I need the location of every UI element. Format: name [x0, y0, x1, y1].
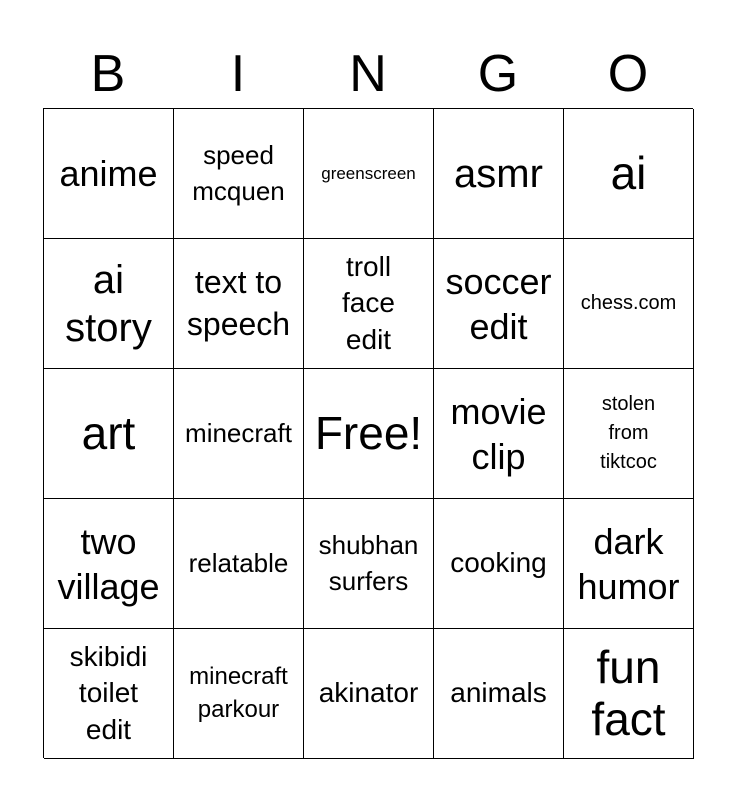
- header-letter-n: N: [349, 45, 387, 103]
- bingo-cell[interactable]: [304, 239, 434, 369]
- cell-label: ai: [610, 146, 647, 199]
- bingo-cell[interactable]: [564, 629, 694, 759]
- bingo-cell[interactable]: [304, 109, 434, 239]
- bingo-cell[interactable]: [44, 239, 174, 369]
- cell-label: movie clip: [450, 390, 547, 477]
- cell-label: relatable: [188, 547, 289, 578]
- bingo-cell[interactable]: [44, 369, 174, 499]
- bingo-cell[interactable]: [304, 629, 434, 759]
- cell-label: ai story: [65, 257, 152, 350]
- header-letter-g: G: [477, 45, 519, 103]
- cell-label: troll face edit: [342, 250, 395, 355]
- bingo-cell[interactable]: [564, 109, 694, 239]
- header-letter-b: B: [90, 45, 126, 103]
- cell-label: cooking: [450, 547, 547, 579]
- bingo-cell[interactable]: [44, 629, 174, 759]
- free-space[interactable]: [304, 369, 434, 499]
- bingo-cell[interactable]: [304, 499, 434, 629]
- bingo-cell[interactable]: [174, 369, 304, 499]
- bingo-cell[interactable]: [434, 109, 564, 239]
- cell-label: soccer edit: [445, 260, 552, 347]
- bingo-cell[interactable]: [44, 499, 174, 629]
- bingo-board: [43, 108, 693, 758]
- bingo-cell[interactable]: [564, 239, 694, 369]
- bingo-cell[interactable]: [44, 109, 174, 239]
- cell-label: Free!: [314, 406, 423, 459]
- cell-label: speed mcquen: [192, 140, 285, 206]
- cell-label: minecraft: [185, 417, 292, 448]
- bingo-header: [43, 40, 693, 108]
- cell-label: animals: [450, 677, 547, 709]
- bingo-cell[interactable]: [174, 109, 304, 239]
- cell-label: text to speech: [186, 263, 291, 342]
- cell-label: shubhan surfers: [318, 530, 419, 596]
- cell-label: greenscreen: [321, 163, 416, 183]
- header-letter-i: I: [230, 45, 246, 103]
- cell-label: stolen from tiktcoc: [600, 393, 657, 473]
- bingo-cell[interactable]: [434, 369, 564, 499]
- cell-label: two village: [57, 520, 160, 607]
- cell-label: chess.com: [580, 292, 677, 314]
- bingo-cell[interactable]: [564, 369, 694, 499]
- bingo-cell[interactable]: [434, 499, 564, 629]
- cell-label: minecraft parkour: [189, 663, 288, 723]
- bingo-cell[interactable]: [174, 629, 304, 759]
- cell-label: fun fact: [591, 640, 666, 745]
- cell-label: anime: [59, 153, 158, 194]
- bingo-cell[interactable]: [174, 499, 304, 629]
- bingo-cell[interactable]: [174, 239, 304, 369]
- header-letter-o: O: [607, 45, 649, 103]
- bingo-cell[interactable]: [434, 239, 564, 369]
- bingo-cell[interactable]: [564, 499, 694, 629]
- cell-label: asmr: [454, 151, 543, 196]
- cell-label: dark humor: [577, 520, 680, 607]
- cell-label: art: [81, 406, 136, 459]
- bingo-cell[interactable]: [434, 629, 564, 759]
- cell-label: akinator: [318, 677, 419, 709]
- cell-label: skibidi toilet edit: [69, 640, 148, 745]
